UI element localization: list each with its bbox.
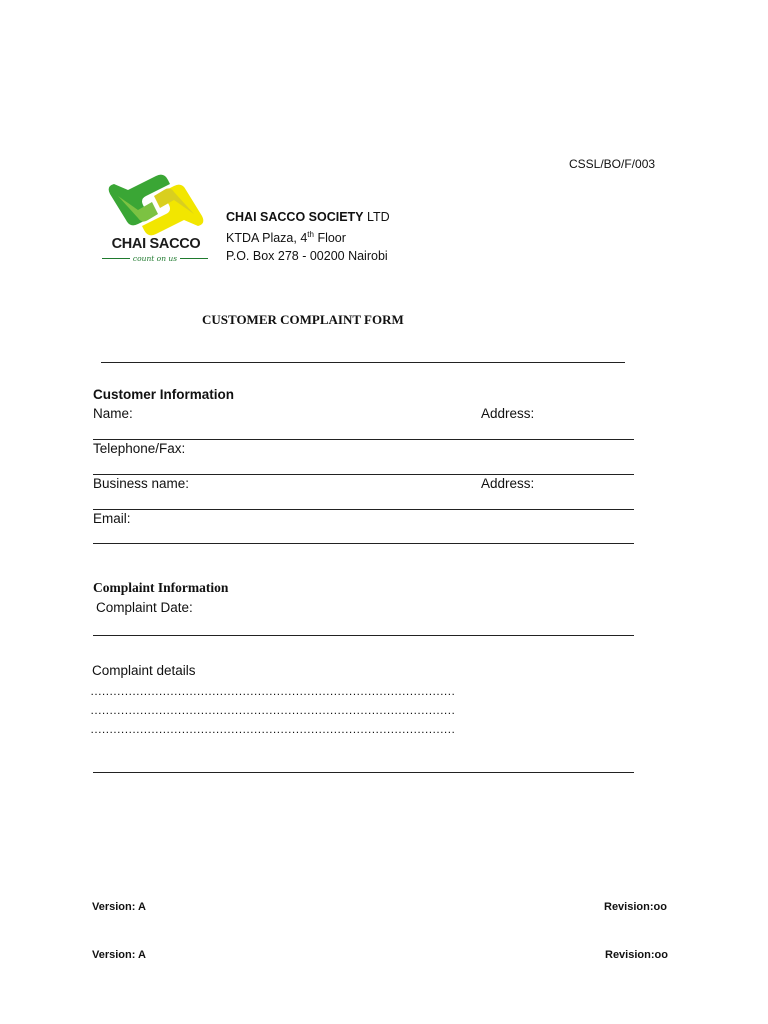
logo-text: CHAI SACCO (111, 236, 201, 252)
business-input-line[interactable] (93, 509, 634, 510)
email-label: Email: (93, 511, 131, 526)
address-line-1-floor: Floor (313, 231, 346, 246)
complaint-details-dotted-line[interactable]: …………………………………………………………………………………… (90, 703, 455, 717)
document-code: CSSL/BO/F/003 (569, 157, 656, 171)
complaint-date-input-line[interactable] (93, 635, 634, 636)
company-suffix: LTD (363, 210, 390, 224)
company-name: CHAI SACCO SOCIETY (226, 210, 364, 224)
logo-mark-icon (98, 172, 214, 238)
form-title: CUSTOMER COMPLAINT FORM (202, 312, 404, 327)
chai-sacco-logo (98, 172, 214, 264)
complaint-details-dotted-line[interactable]: …………………………………………………………………………………… (90, 684, 455, 698)
company-name-line (226, 208, 390, 226)
company-address-block (226, 208, 390, 265)
business-name-label: Business name: (93, 476, 190, 491)
footer-version: Version: A (92, 949, 146, 961)
footer-version: Version: A (92, 901, 146, 913)
complaint-date-label: Complaint Date: (96, 600, 193, 615)
name-input-line[interactable] (93, 439, 634, 440)
telephone-label: Telephone/Fax: (93, 441, 186, 456)
footer-revision: Revision:oo (604, 901, 667, 913)
address-line-1-text: KTDA Plaza, 4 (226, 231, 308, 246)
address-label: Address: (481, 406, 535, 421)
complaint-details-end-line (93, 772, 634, 773)
telephone-input-line[interactable] (93, 474, 634, 475)
title-underline (101, 362, 625, 363)
complaint-info-title: Complaint Information (93, 580, 229, 595)
footer-revision: Revision:oo (605, 949, 668, 961)
address-line-1-superscript: th (307, 230, 314, 239)
customer-info-title: Customer Information (93, 387, 235, 402)
business-address-label: Address: (481, 476, 535, 491)
address-line-2: P.O. Box 278 - 00200 Nairobi (226, 249, 388, 264)
complaint-details-label: Complaint details (92, 663, 196, 678)
complaint-details-dotted-line[interactable]: …………………………………………………………………………………… (90, 722, 455, 736)
email-input-line[interactable] (93, 543, 634, 544)
name-label: Name: (93, 406, 133, 421)
address-line-1 (226, 226, 390, 247)
logo-tagline-icon (102, 254, 208, 263)
svg-text:count on us: count on us (132, 254, 178, 263)
